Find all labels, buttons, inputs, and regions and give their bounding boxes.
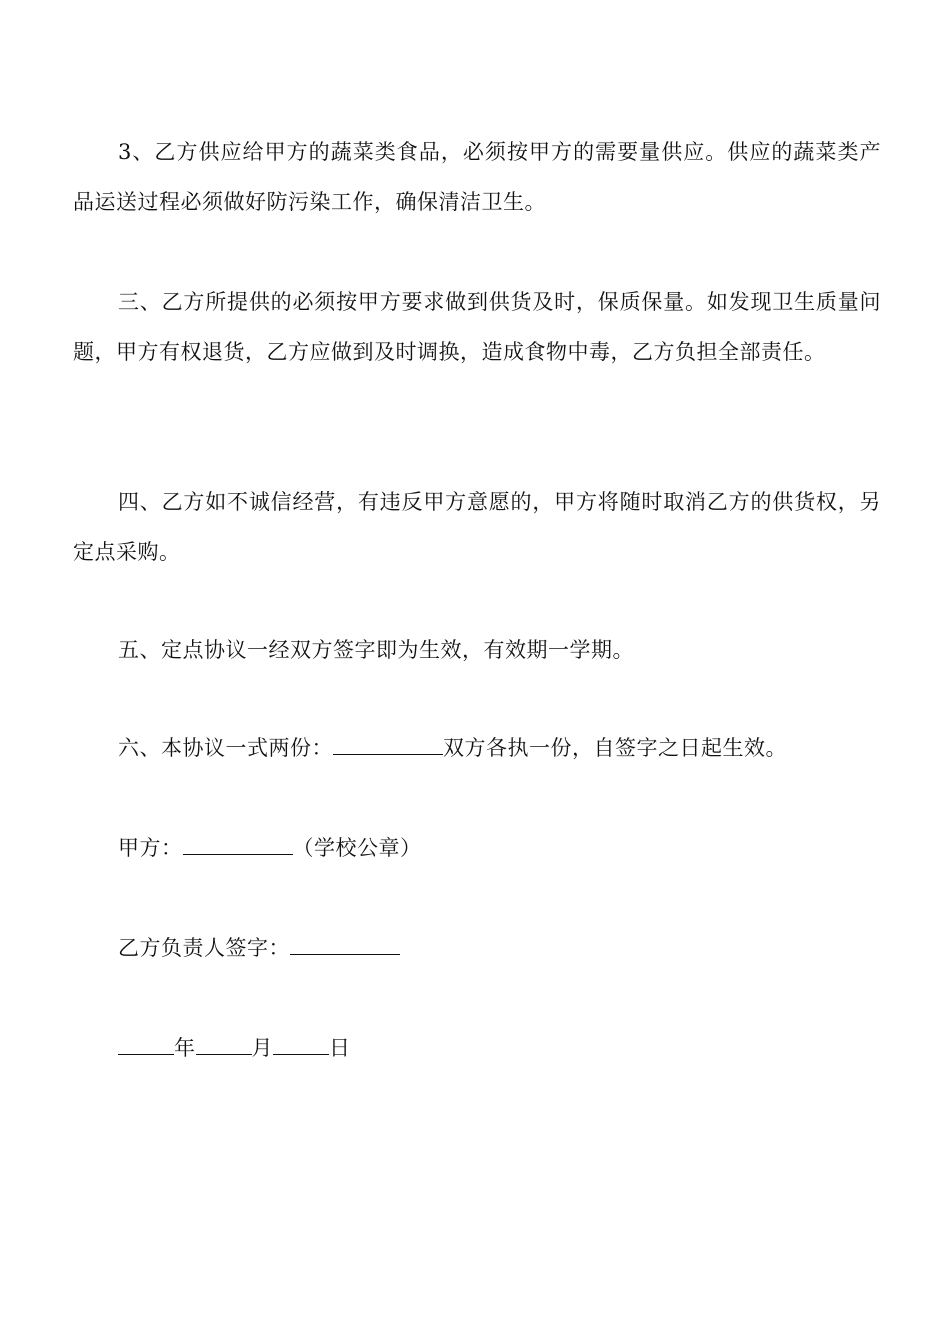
month-label: 月 [251,1036,273,1060]
paragraph-item-3: 3、乙方供应给甲方的蔬菜类食品，必须按甲方的需要量供应。供应的蔬菜类产品运送过程必须做好防污染工作，确保清洁卫生。 [73,140,881,214]
party-a-label: 甲方： [118,836,183,860]
party-a-note: （学校公章） [292,836,422,860]
clause-6-line [118,733,787,763]
month-blank [196,1034,252,1055]
clause-6-prefix: 六、本协议一式两份： [118,736,333,760]
party-a-blank [183,834,293,855]
date-line [118,1033,351,1063]
paragraph-clause-3: 三、乙方所提供的必须按甲方要求做到供货及时，保质保量。如发现卫生质量问题，甲方有权退货，乙方应做到及时调换，造成食物中毒，乙方负担全部责任。 [73,290,881,364]
paragraph-clause-4: 四、乙方如不诚信经营，有违反甲方意愿的，甲方将随时取消乙方的供货权，另定点采购。 [73,490,881,564]
day-blank [273,1034,329,1055]
paragraph-clause-5: 五、定点协议一经双方签字即为生效，有效期一学期。 [118,638,634,662]
party-a-line [118,833,422,863]
party-b-line [118,933,400,963]
copies-blank [333,734,443,755]
year-label: 年 [174,1036,196,1060]
day-label: 日 [329,1036,351,1060]
party-b-signature-blank [290,934,400,955]
clause-6-suffix: 双方各执一份，自签字之日起生效。 [443,736,787,760]
party-b-label: 乙方负责人签字： [118,936,290,960]
year-blank [118,1034,174,1055]
